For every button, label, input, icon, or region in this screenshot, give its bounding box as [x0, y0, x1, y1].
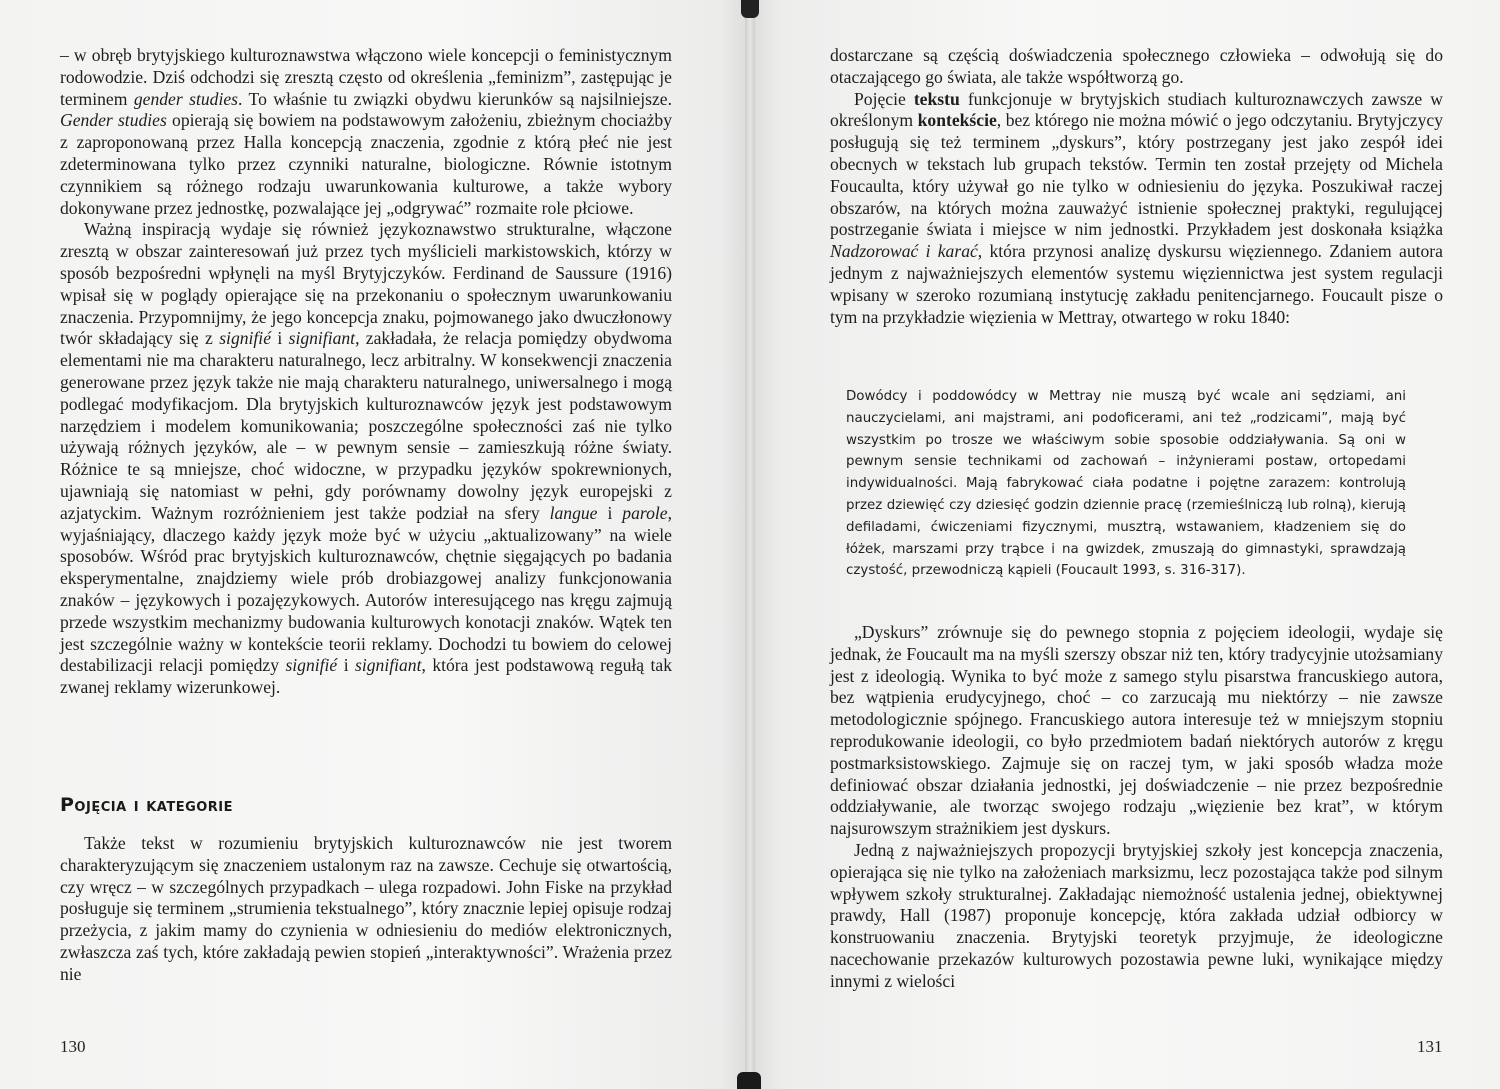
- spine-shadow-bottom: [737, 1072, 761, 1089]
- left-text-block: [60, 45, 672, 699]
- left-text-block: [60, 833, 672, 986]
- paragraph: – w obręb brytyjskiego kulturoznawstwa włączono wiele koncepcji o feministycznym rodowodzie. Dziś odchodzi się zresztą często od określenia „feminizm”, zastępując je terminem gender studies. To właśnie tu związki obydwu kierunków są najsilniejsze. Gender studies opierają się bowiem na podstawowym założeniu, zbieżnym chociażby z zaproponowaną przez Halla koncepcją znaczenia, zgodnie z którą płeć nie jest zdeterminowana tylko przez czynniki naturalne, biologiczne. Równie istotnym czynnikiem są różnego rodzaju uwarunkowania kulturowe, a także wybory dokonywane przez jednostkę, pozwalające jej „odgrywać” rozmaite role płciowe.: [60, 45, 673, 218]
- page-number: 130: [60, 1037, 86, 1056]
- section-heading: Pojęcia i kategorie: [60, 794, 234, 816]
- paragraph: Jedną z najważniejszych propozycji brytyjskiej szkoły jest koncepcja znaczenia, opierająca się nie tylko na założeniach marksizmu, lecz pozostająca także pod silnym wpływem szkoły strukturalnej. Zakładając niemożność ustalenia jednej, obiektywnej prawdy, Hall (1987) proponuje koncepcję, która zakłada udział odbiorcy w konstruowaniu znaczenia. Brytyjski teoretyk przyjmuje, że ideologiczne nacechowanie przekazów kulturowych pozostawia pewne luki, wynikające między innymi z wielości: [830, 839, 1443, 991]
- block-quote: Dowódcy i poddowódcy w Mettray nie muszą być wcale ani sędziami, ani nauczycielami, ani majstrami, ani podoficerami, ani też „rodzicami”, mają być wszystkim po trosze we właściwym sobie sposobie oddziaływania. Są oni w pewnym sensie technikami od zachowań – inżynierami postaw, ortopedami indywidualności. Mają fabrykować ciała podatne i pojętne zarazem: kontrolują przez dziewięć czy dziesięć godzin dziennie pracę (rzemieślniczą lub rolną), kierują defiladami, ćwiczeniami fizycznymi, musztrą, wstawaniem, kładzeniem się do łóżek, marszami przy trąbce i na gwizdek, zmuszają do gimnastyki, sprawdzają czystość, przewodniczą kąpieli (Foucault 1993, s. 316-317).: [846, 389, 1406, 579]
- spine-shadow-top: [741, 0, 759, 18]
- paragraph: dostarczane są częścią doświadczenia społecznego człowieka – odwołują się do otaczającego go świata, ale także współtworzą go.: [830, 45, 1443, 87]
- book-spine: [745, 0, 755, 1089]
- paragraph: Pojęcie tekstu funkcjonuje w brytyjskich studiach kulturoznawczych zawsze w określonym kontekście, bez którego nie można mówić o jego odczytaniu. Brytyjczycy posługują się też terminem „dyskurs”, który postrzegany jest jako zespół idei obecnych w tekstach lub grupach tekstów. Termin ten został przejęty od Michela Foucaulta, który używał go nie tylko w odniesieniu do języka. Poszukiwał raczej obszarów, na których można zauważyć istnienie społecznej praktyki, regulującej postrzeganie świata i miejsce w nim jednostki. Przykładem jest doskonała książka Nadzorować i karać, która przynosi analizę dyskursu więziennego. Zdaniem autora jednym z najważniejszych elementów systemu więziennictwa jest system regulacji wpisany w szeroko rozumianą instytucję zakładu penitencjarnego. Foucault pisze o tym na przykładzie więzienia w Mettray, otwartego w roku 1840:: [830, 88, 1443, 327]
- paragraph: „Dyskurs” zrównuje się do pewnego stopnia z pojęciem ideologii, wydaje się jednak, że Foucault ma na myśli szerszy obszar niż ten, który tradycyjnie utożsamiany jest z ideologią. Wynika to być może z samego stylu pisarstwa francuskiego autora, bez wątpienia erudycyjnego, choć – co zarzucają mu niektórzy – nie zawsze metodologicznie spójnego. Francuskiego autora interesuje też w mniejszym stopniu reprodukowanie ideologii, co było przedmiotem badań niektórych autorów z kręgu postmarksistowskiego. Zajmuje się on raczej tym, w jaki sposób władza może definiować obszar działania jednostki, jej doświadczenie – nie przez bezpośrednie oddziaływanie, ale tworząc swojego rodzaju „więzienie bez krat”, w którym najsurowszym strażnikiem jest dyskurs.: [830, 622, 1443, 839]
- paragraph: Ważną inspiracją wydaje się również językoznawstwo strukturalne, włączone zresztą w obszar zainteresowań już przez tych myślicieli markistowskich, którzy w sposób bezpośredni wpłynęli na myśl Brytyjczyków. Ferdinand de Saussure (1916) wpisał się w poglądy opierające się na przekonaniu o społecznym uwarunkowaniu znaczenia. Przypomnijmy, że jego koncepcja znaku, pojmowanego jako dwuczłonowy twór składający się z signifié i signifiant, zakładała, że relacja pomiędzy obydwoma elementami nie ma charakteru naturalnego, lecz arbitralny. W konsekwencji znaczenia generowane przez język także nie mają charakteru naturalnego, uniwersalnego i mogą podlegać modyfikacjom. Dla brytyjskich kulturoznawców język jest podstawowym narzędziem i modelem komunikowania; poszczególne społeczności zaś nie tylko używają różnych języków, ale – w pewnym sensie – zamieszkują różne światy. Różnice te są mniejsze, choć widoczne, w przypadku języków spokrewnionych, ujawniają się natomiast w pełni, gdy porównamy dowolny język europejski z azjatyckim. Ważnym rozróżnieniem jest także podział na sfery langue i parole, wyjaśniający, dlaczego każdy język może być w użyciu „aktualizowany” na wiele sposobów. Wśród prac brytyjskich kulturoznawców, chętnie sięgających po badania eksperymentalne, znajdziemy wiele prób drobiazgowej analizy funkcjonowania znaków – językowych i pozajęzykowych. Autorów interesującego nas kręgu zajmują przede wszystkim mechanizmy budowania kulturowych konotacji znaków. Wątek ten jest szczególnie ważny w kontekście teorii reklamy. Dochodzi tu bowiem do celowej destabilizacji relacji pomiędzy signifié i signifiant, która jest podstawową regułą tak zwanej reklamy wizerunkowej.: [60, 219, 673, 698]
- page-number: 131: [1417, 1037, 1443, 1056]
- right-text-block: [830, 622, 1443, 993]
- right-page: [750, 0, 1500, 1089]
- right-text-block: [830, 45, 1443, 328]
- paragraph: Także tekst w rozumieniu brytyjskich kulturoznawców nie jest tworem charakteryzującym się znaczeniem ustalonym raz na zawsze. Cechuje się otwartością, czy wręcz – w szczególnych przypadkach – ulega rozpadowi. John Fiske na przykład posługuje się terminem „strumienia tekstualnego”, który znacznie lepiej opisuje rodzaj przeżycia, z jakim mamy do czynienia w odniesieniu do mediów elektronicznych, zwłaszcza zaś tych, które zakładają pewien stopień „interaktywności”. Wrażenia przez nie: [60, 833, 672, 984]
